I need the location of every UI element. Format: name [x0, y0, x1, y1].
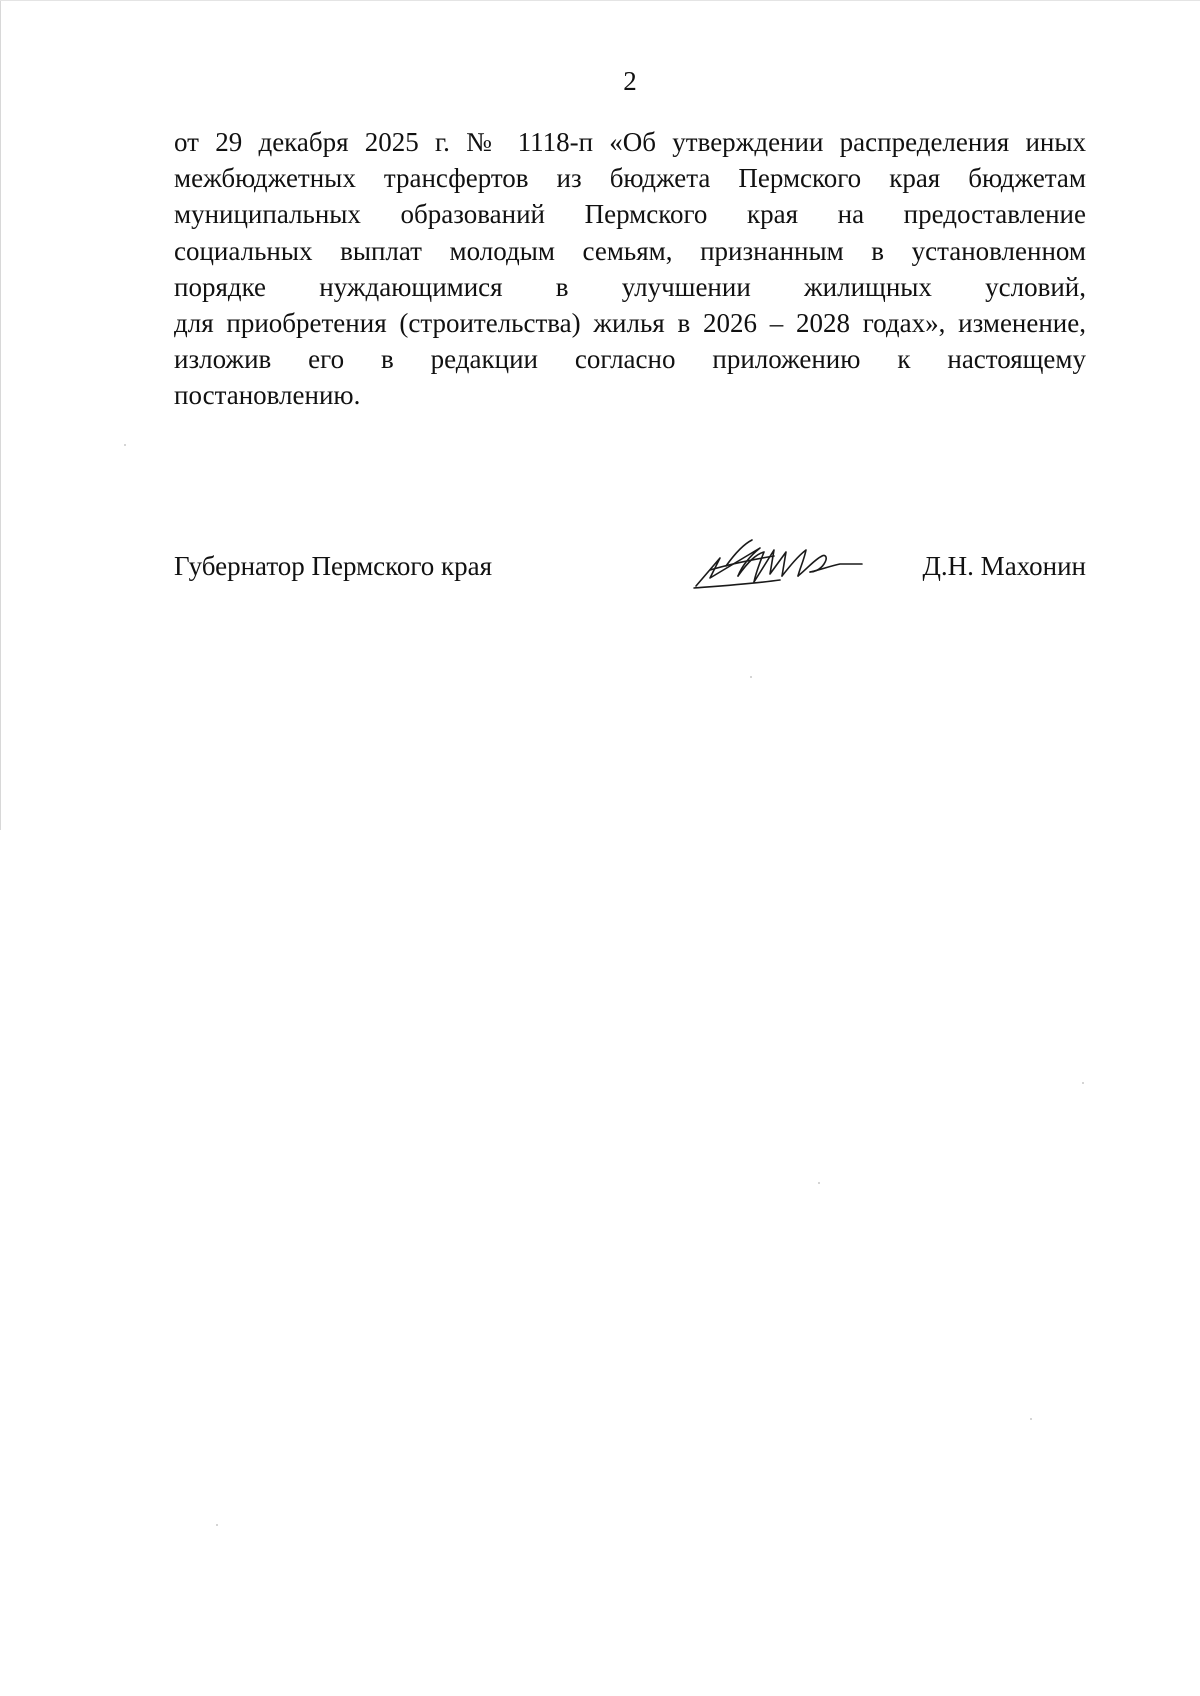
- signature-block: [174, 548, 1086, 588]
- scan-edge-top: [0, 0, 1200, 1]
- scan-speck: [1030, 1418, 1032, 1420]
- handwritten-signature: [690, 526, 870, 598]
- body-line: порядке нуждающимися в улучшении жилищных условий,: [174, 271, 1086, 302]
- body-line: межбюджетных трансфертов из бюджета Пермского края бюджетам: [174, 163, 1086, 194]
- scan-speck: [750, 676, 752, 678]
- page-number: 2: [623, 66, 637, 96]
- body-line: муниципальных образований Пермского края на предоставление: [174, 199, 1086, 230]
- scan-speck: [124, 444, 126, 446]
- scan-speck: [1082, 1082, 1084, 1084]
- body-line: социальных выплат молодым семьям, признанным в установленном: [174, 235, 1086, 266]
- scan-speck: [216, 1524, 218, 1526]
- body-line: постановлению.: [174, 380, 361, 411]
- body-line: от 29 декабря 2025 г. № 1118-п «Об утверждении распределения иных: [174, 127, 1086, 157]
- signer-name: Д.Н. Махонин: [922, 551, 1086, 581]
- signer-position: Губернатор Пермского края: [174, 551, 493, 581]
- scan-speck: [818, 1182, 820, 1184]
- body-paragraph: [174, 124, 1086, 414]
- scan-edge-left: [0, 0, 1, 830]
- body-line: для приобретения (строительства) жилья в 2026 – 2028 годах», изменение,: [174, 307, 1086, 338]
- body-line: изложив его в редакции согласно приложению к настоящему: [174, 344, 1086, 375]
